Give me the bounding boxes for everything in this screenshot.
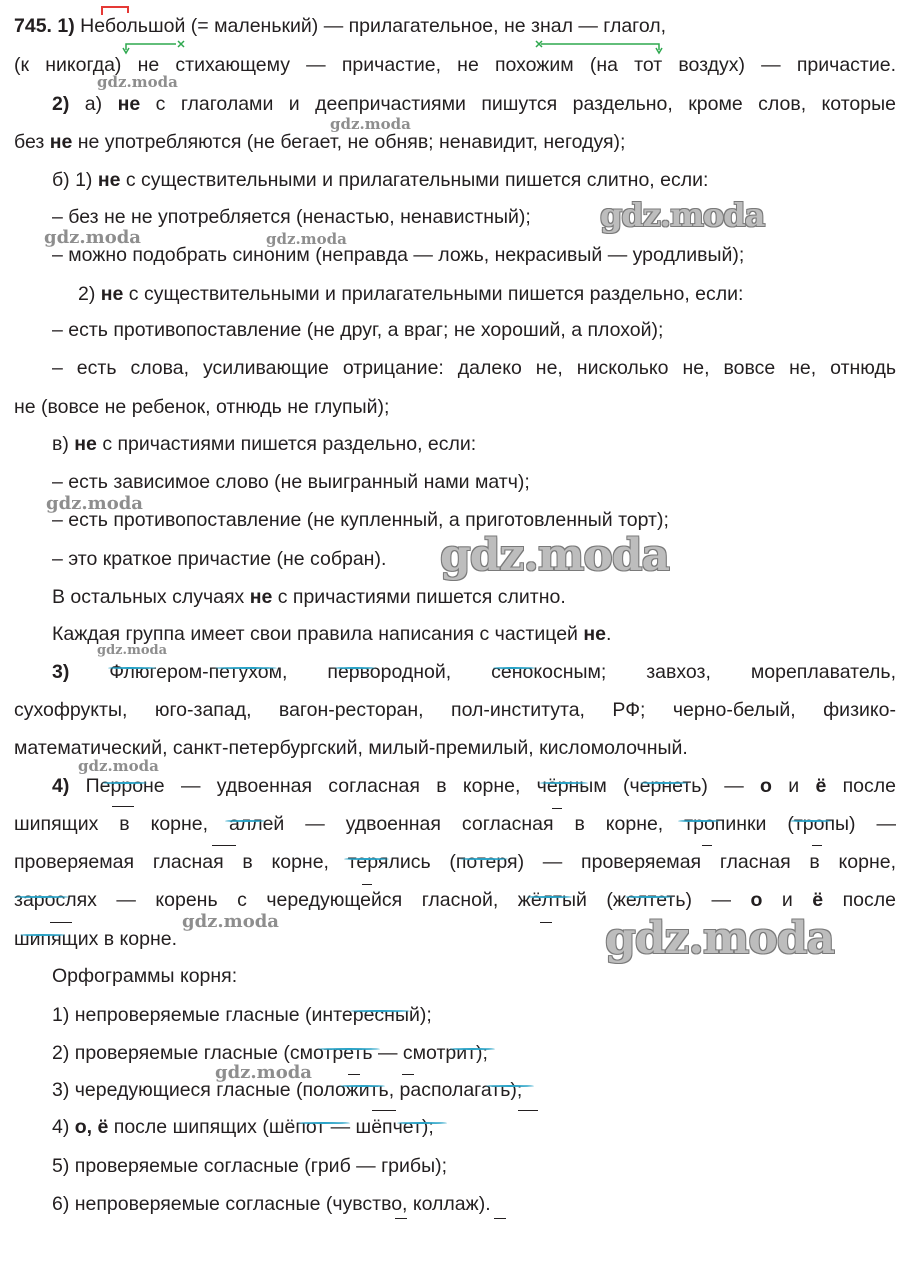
bold-text: 3) xyxy=(52,661,110,683)
root-arc xyxy=(344,858,389,860)
text-segment: – без не не употребляется (ненастью, ненавистный); xyxy=(52,206,531,228)
watermark: gdz.moda xyxy=(97,643,168,658)
root-arc xyxy=(318,1048,380,1050)
text-line xyxy=(52,356,896,380)
letter-underline xyxy=(212,845,236,846)
root-arc xyxy=(460,858,508,860)
text-segment: шипящих в корне, аллей — удвоенная согласная в корне, тропинки (тропы) — xyxy=(14,813,896,835)
bold-text: не xyxy=(97,169,121,191)
bold-text: о xyxy=(760,775,772,797)
text-segment: 1) непроверяемые гласные (интересный); xyxy=(52,1004,432,1026)
root-arc xyxy=(397,1122,447,1124)
text-line xyxy=(52,1003,896,1027)
dependency-arrow xyxy=(535,40,665,56)
watermark: gdz.moda xyxy=(78,757,159,775)
bold-text: ё xyxy=(812,889,824,911)
text-segment: 2) xyxy=(78,283,101,305)
root-arc xyxy=(486,1085,534,1087)
text-segment: – есть противопоставление (не друг, а враг; не хороший, а плохой); xyxy=(52,319,664,341)
text-segment: математический, санкт-петербургский, милый-премилый, кисломолочный. xyxy=(14,737,688,759)
watermark: gdz.moda xyxy=(266,230,347,248)
text-segment: – можно подобрать синоним (неправда — ложь, некрасивый — уродливый); xyxy=(52,244,745,266)
text-line xyxy=(52,622,896,646)
text-line xyxy=(52,243,896,267)
letter-underline xyxy=(50,922,72,923)
root-arc xyxy=(640,782,688,784)
watermark: gdz.moda xyxy=(215,1062,312,1083)
text-line xyxy=(52,660,896,684)
text-segment: сухофрукты, юго-запад, вагон-ресторан, пол-института, РФ; черно-белый, физико- xyxy=(14,699,896,721)
text-line xyxy=(14,395,896,419)
root-arc xyxy=(493,667,535,669)
text-segment: после xyxy=(826,775,896,797)
root-arc xyxy=(625,896,673,898)
text-segment: – есть слова, усиливающие отрицание: далеко не, нисколько не, вовсе не, отнюдь xyxy=(52,357,896,379)
bold-text: ё xyxy=(815,775,827,797)
root-arc xyxy=(14,896,69,898)
text-line xyxy=(52,318,896,342)
text-segment: В остальных случаях xyxy=(52,586,250,608)
text-segment: Орфограммы корня: xyxy=(52,965,238,987)
watermark: gdz.moda xyxy=(46,493,143,514)
text-segment: и xyxy=(762,889,813,911)
text-segment: . xyxy=(605,623,612,645)
text-segment: после xyxy=(823,889,896,911)
text-segment: Перроне — удвоенная согласная в корне, чёрным (чернеть) — xyxy=(85,775,761,797)
prefix-mark xyxy=(100,5,130,17)
text-segment: проверяемая гласная в корне, терялись (потеря) — проверяемая гласная в корне, xyxy=(14,851,896,873)
letter-underline xyxy=(812,845,822,846)
text-segment: не употребляются (не бегает, не обняв; ненавидит, негодуя); xyxy=(72,131,626,153)
text-segment: и xyxy=(771,775,816,797)
bold-text: не xyxy=(100,283,124,305)
root-arc xyxy=(102,782,147,784)
text-segment: 6) непроверяемые согласные (чувство, коллаж). xyxy=(52,1193,491,1215)
text-line xyxy=(14,130,896,154)
text-line xyxy=(52,508,896,532)
text-line xyxy=(52,964,896,988)
root-arc xyxy=(790,820,832,822)
text-segment: в) xyxy=(52,433,75,455)
bold-text: о xyxy=(750,889,763,911)
text-segment: Небольшой (= маленький) — прилагательное, не знал — глагол, xyxy=(80,15,667,37)
root-arc xyxy=(20,934,65,936)
watermark: gdz.moda xyxy=(44,227,141,248)
text-segment: с существительными и прилагательными пишется раздельно, если: xyxy=(123,283,744,305)
root-arc xyxy=(108,667,156,669)
bold-text: не xyxy=(74,433,97,455)
text-line xyxy=(14,14,896,38)
text-segment: (к никогда) не стихающему — причастие, не похожим (на тот воздух) — причастие. xyxy=(14,54,896,76)
watermark: gdz.moda xyxy=(605,913,835,964)
text-segment: с причастиями пишется раздельно, если: xyxy=(96,433,477,455)
watermark: gdz.moda xyxy=(97,73,178,91)
watermark: gdz.moda xyxy=(600,196,765,234)
text-segment: с глаголами и деепричастиями пишутся раздельно, кроме слов, которые xyxy=(140,93,896,115)
text-segment: не (вовсе не ребенок, отнюдь не глупый); xyxy=(14,396,390,418)
bold-text: о, ё xyxy=(74,1116,109,1138)
dependency-arrow xyxy=(122,40,192,56)
watermark: gdz.moda xyxy=(182,911,279,932)
letter-underline xyxy=(402,1074,414,1075)
text-segment: 5) проверяемые согласные (гриб — грибы); xyxy=(52,1155,448,1177)
bold-text: 4) xyxy=(52,775,86,797)
letter-underline xyxy=(372,1110,396,1111)
letter-underline xyxy=(552,808,562,809)
text-line xyxy=(52,1154,896,1178)
text-segment: после шипящих (шёпот — шёпчет); xyxy=(108,1116,434,1138)
root-arc xyxy=(350,1010,410,1012)
letter-underline xyxy=(540,922,552,923)
bold-text: 745. 1) xyxy=(14,15,81,37)
bold-text: не xyxy=(249,586,273,608)
text-line xyxy=(14,812,896,836)
bold-text: не xyxy=(583,623,606,645)
root-arc xyxy=(540,782,588,784)
text-line xyxy=(52,774,896,798)
letter-underline xyxy=(362,884,372,885)
letter-underline xyxy=(348,1074,360,1075)
letter-underline xyxy=(494,1218,506,1219)
root-arc xyxy=(678,820,720,822)
text-line xyxy=(52,1192,896,1216)
text-segment: без xyxy=(14,131,50,153)
text-segment: – есть противопоставление (не купленный, а приготовленный торт); xyxy=(52,509,669,531)
text-segment: с существительными и прилагательными пишется слитно, если: xyxy=(120,169,709,191)
text-segment: – это краткое причастие (не собран). xyxy=(52,548,387,570)
letter-underline xyxy=(702,845,712,846)
root-arc xyxy=(527,896,572,898)
text-line xyxy=(14,850,896,874)
letter-underline xyxy=(518,1110,538,1111)
root-arc xyxy=(340,1085,385,1087)
root-arc xyxy=(450,1048,495,1050)
text-line xyxy=(52,1078,896,1102)
watermark: gdz.moda xyxy=(440,530,670,581)
text-line xyxy=(14,698,896,722)
text-line xyxy=(52,205,896,229)
text-line xyxy=(52,92,896,116)
root-arc xyxy=(225,820,265,822)
text-line xyxy=(52,168,896,192)
text-line xyxy=(52,585,896,609)
text-segment: а) xyxy=(84,93,118,115)
root-arc xyxy=(298,1122,350,1124)
text-line xyxy=(52,432,896,456)
bold-text: 2) xyxy=(52,93,85,115)
letter-underline xyxy=(395,1218,407,1219)
letter-underline xyxy=(112,806,134,807)
text-line xyxy=(52,470,896,494)
root-arc xyxy=(215,667,277,669)
text-segment: Каждая группа имеет свои правила написания с частицей xyxy=(52,623,584,645)
watermark: gdz.moda xyxy=(330,115,411,133)
bold-text: не xyxy=(49,131,73,153)
text-segment: шипящих в корне. xyxy=(14,928,178,950)
text-segment: б) 1) xyxy=(52,169,98,191)
text-line xyxy=(52,1041,896,1065)
text-segment: 3) чередующиеся гласные (положить, располагать); xyxy=(52,1079,523,1101)
text-segment: 4) xyxy=(52,1116,75,1138)
text-line xyxy=(52,1115,896,1139)
text-line xyxy=(14,888,896,912)
text-segment: зарослях — корень с чередующейся гласной, жёлтый (желтеть) — xyxy=(14,889,751,911)
bold-text: не xyxy=(117,93,141,115)
text-segment: Флюгером-петухом, первородной, сенокосным; завхоз, мореплаватель, xyxy=(109,661,896,683)
text-segment: с причастиями пишется слитно. xyxy=(272,586,566,608)
text-segment: – есть зависимое слово (не выигранный нами матч); xyxy=(52,471,530,493)
root-arc xyxy=(335,667,375,669)
text-segment: 2) проверяемые гласные (смотреть — смотрит); xyxy=(52,1042,488,1064)
text-line xyxy=(78,282,896,306)
